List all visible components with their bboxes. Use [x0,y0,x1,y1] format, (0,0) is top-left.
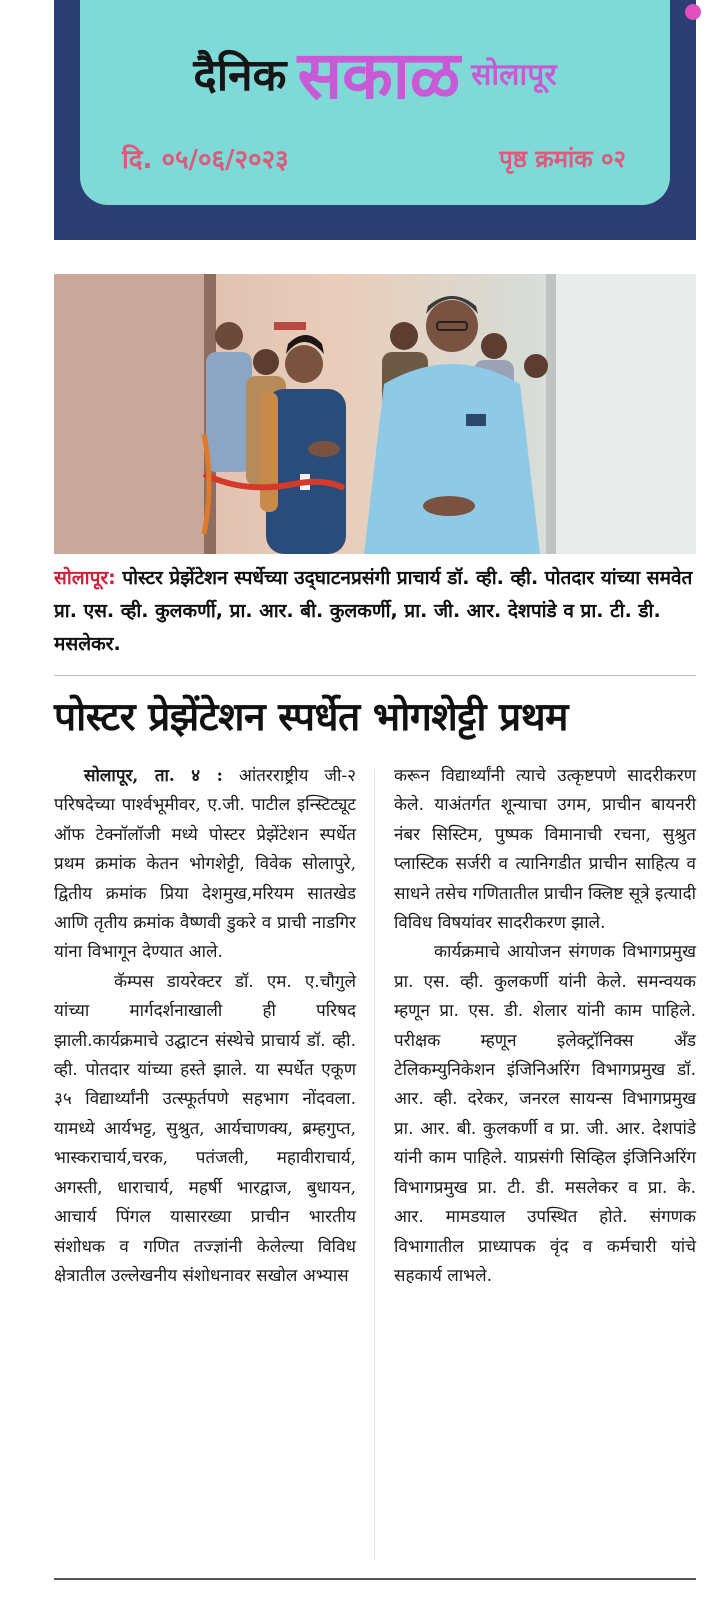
article-paragraph: कार्यक्रमाचे आयोजन संगणक विभागप्रमुख प्रा. एस. व्ही. कुलकर्णी यांनी केले. समन्वयक म्हणून प्रा. एस. डी. शेलार यांनी काम पाहिले. परीक्षक म्हणून इलेक्ट्रॉनिक्स अँड टेलिकम्युनिकेशन इंजिनिअरिंग विभागप्रमुख डॉ. आर. व्ही. दरेकर, जनरल सायन्स विभागप्रमुख प्रा. आर. बी. कुलकर्णी व प्रा. जी. आर. देशपांडे यांनी काम पाहिले. याप्रसंगी सिव्हिल इंजिनिअरिंग विभागप्रमुख प्रा. टी. डी. मसलेकर व प्रा. के. आर. मामडयाल उपस्थित होते. संगणक विभागातील प्राध्यापक वृंद व कर्मचारी यांचे सहकार्य लाभले. [394,942,696,1286]
article-paragraph: करून विद्यार्थ्यांनी त्याचे उत्कृष्टपणे सादरीकरण केले. याअंतर्गत शून्याचा उगम, प्राचीन बायनरी नंबर सिस्टिम, पुष्पक विमानाची रचना, सुश्रुत प्लास्टिक सर्जरी व त्यानिगडीत प्राचीन साहित्य व साधने तसेच गणितातील प्राचीन क्लिष्ट सूत्रे इत्यादी विविध विषयांवर सादरीकरण झाले. [394,766,696,934]
ribbon-cutting-photo-icon [54,274,696,554]
article-column-left [54,762,356,1291]
newspaper-title [80,28,670,118]
issue-date: दि. ०५/०६/२०२३ [122,145,289,175]
divider [54,675,696,676]
article-paragraph: कॅम्पस डायरेक्टर डॉ. एम. ए.चौगुले यांच्या मार्गदर्शनाखाली ही परिषद झाली.कार्यक्रमाचे उद्घाटन संस्थेचे प्राचार्य डॉ. व्ही. व्ही. पोतदार यांच्या हस्ते झाले. या स्पर्धेत एकूण ३५ विद्यार्थ्यांनी उत्स्फूर्तपणे सहभाग नोंदवला. यामध्ये आर्यभट्ट, सुश्रुत, आर्यचाणक्य, ब्रम्हगुप्त, भास्कराचार्य,चरक, पतंजली, महावीराचार्य, अगस्ती, धाराचार्य, महर्षी भारद्वाज, बुधायन, आचार्य पिंगल यासारख्या प्राचीन भारतीय संशोधक व गणित तज्ज्ञांनी केलेल्या विविध क्षेत्रातील उल्लेखनीय संशोधनावर सखोल अभ्यास [54,971,356,1286]
title-word-solapur: सोलापूर [471,57,557,93]
photo-caption [54,562,696,661]
article-headline: पोस्टर प्रेझेंटेशन स्पर्धेत भोगशेट्टी प्रथम [54,695,568,740]
title-word-sakal: सकाळ [297,37,461,114]
column-divider [374,770,375,1560]
article-column-right [394,762,696,1291]
caption-place: सोलापूर: [54,567,116,589]
article-dateline: सोलापूर, ता. ४ : [84,766,223,786]
masthead-panel [80,0,670,205]
page-number: पृष्ठ क्रमांक ०२ [499,145,626,173]
title-word-dainik: दैनिक [193,50,287,101]
masthead [54,0,696,240]
decorative-dot-icon [685,4,701,20]
bottom-rule [54,1578,696,1580]
news-photo [54,274,696,554]
article-paragraph [54,762,356,968]
paragraph-text: आंतरराष्ट्रीय जी-२ परिषदेच्या पार्श्वभूमीवर, ए.जी. पाटील इन्स्टिट्यूट ऑफ टेक्नॉलॉजी मध्ये पोस्टर प्रेझेंटेशन स्पर्धेत प्रथम क्रमांक केतन भोगशेट्टी, विवेक सोलापुरे, द्वितीय क्रमांक प्रिया देशमुख,मरियम सातखेड आणि तृतीय क्रमांक वैष्णवी डुकरे व प्राची नाडगिर यांना विभागून देण्यात आले. [54,766,356,963]
caption-text: पोस्टर प्रेझेंटेशन स्पर्धेच्या उद्‌घाटनप्रसंगी प्राचार्य डॉ. व्ही. व्ही. पोतदार यांच्या समवेत प्रा. एस. व्ही. कुलकर्णी, प्रा. आर. बी. कुलकर्णी, प्रा. जी. आर. देशपांडे व प्रा. टी. डी. मसलेकर. [54,567,693,655]
